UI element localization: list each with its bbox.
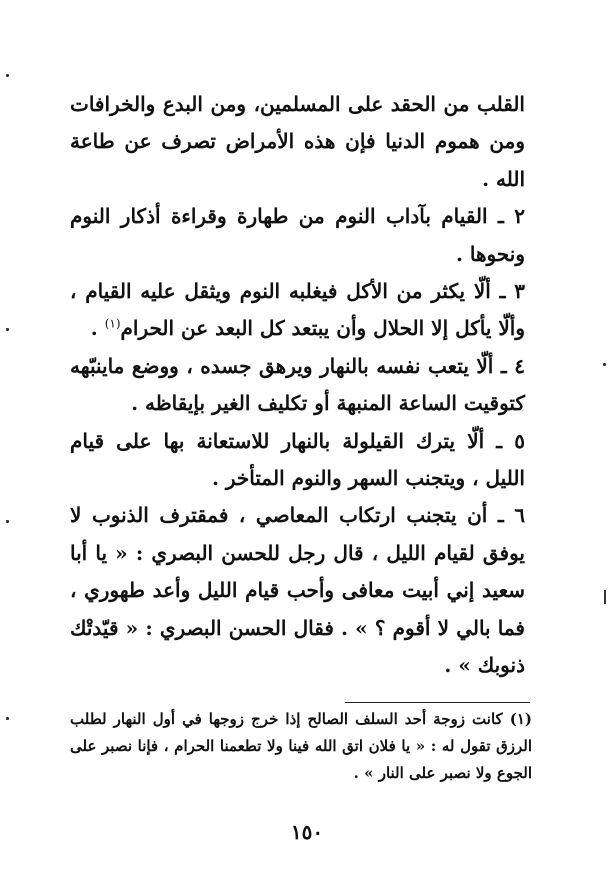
main-text — [70, 86, 525, 685]
scan-mark — [6, 74, 9, 77]
footnote — [70, 706, 532, 787]
scan-mark — [603, 363, 606, 366]
footnote-text: (١) كانت زوجة أحد السلف الصالح إذا خرج زوجها في أول النهار لطلب الرزق تقول له : « يا فلان اتق الله فينا ولا تطعمنا الحرام ، فإنا نصبر على الجوع ولا نصبر على النار » . — [70, 710, 532, 782]
paragraph-4: ٤ ـ ألّا يتعب نفسه بالنهار ويرهق جسده ، ووضع ماينبّهه كتوقيت الساعة المنبهة أو تكليف الغير بإيقاظه . — [70, 353, 525, 416]
paragraph-3 — [70, 273, 525, 348]
paragraph-5: ٥ ـ ألّا يترك القيلولة بالنهار للاستعانة بها على قيام الليل ، ويتجنب السهر والنوم المتأخر . — [70, 428, 525, 491]
paragraph-2: ٢ ـ القيام بآداب النوم من طهارة وقراءة أذكار النوم ونحوها . — [70, 204, 525, 266]
page-number: ١٥٠ — [290, 820, 324, 844]
paragraph-3-tail: . — [90, 316, 105, 341]
scan-mark — [604, 590, 606, 604]
scan-mark — [6, 520, 9, 523]
footnote-divider — [345, 702, 530, 703]
paragraph-6: ٦ ـ أن يتجنب ارتكاب المعاصي ، فمقترف الذنوب لا يوفق لقيام الليل ، قال رجل للحسن البصري : « يا أبا سعيد إني أبيت معافى وأحب قيام الليل وأعد طهوري ، فما بالي لا أقوم ؟ » . فقال الحسن البصري : « قيّدتْك ذنوبك » . — [70, 503, 525, 678]
scan-mark — [6, 328, 9, 331]
footnote-reference: (١) — [104, 316, 121, 331]
paragraph-3-text: ٣ ـ ألّا يكثر من الأكل فيغلبه النوم ويثقل عليه القيام ، وألّا يأكل إلا الحلال وأن يبتعد كل البعد عن الحرام — [70, 279, 525, 341]
paragraph-1: القلب من الحقد على المسلمين، ومن البدع والخرافات ومن هموم الدنيا فإن هذه الأمراض تصرف عن طاعة الله . — [70, 92, 525, 191]
scan-mark — [6, 717, 9, 720]
